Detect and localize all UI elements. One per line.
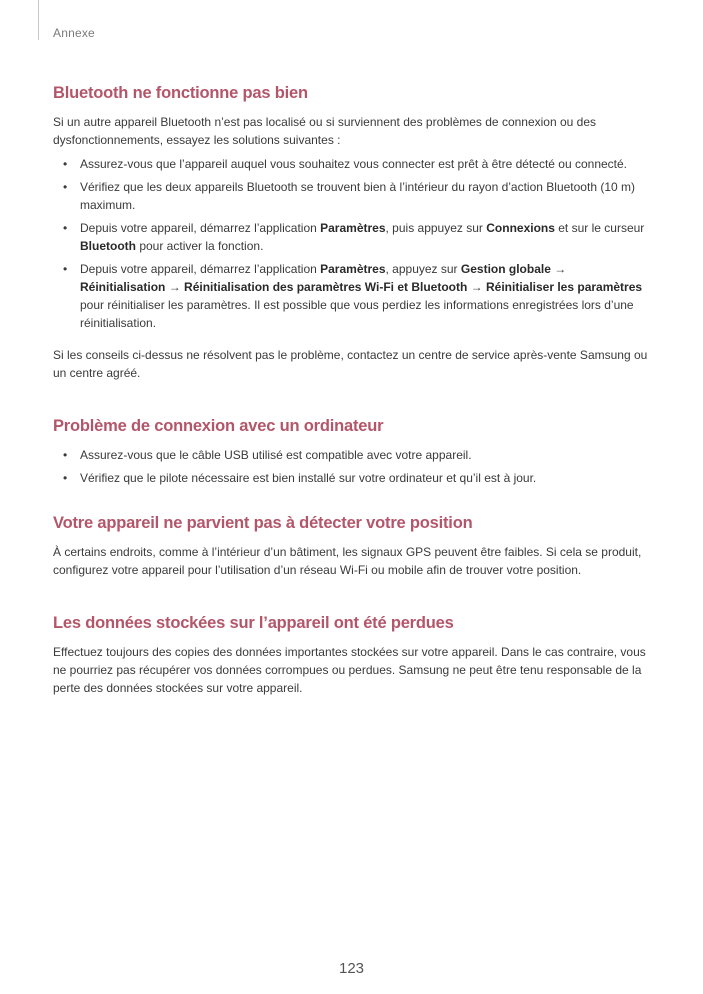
list-item-text: Assurez-vous que le câble USB utilisé est compatible avec votre appareil. — [80, 448, 472, 462]
header-divider — [38, 0, 39, 40]
list-item — [53, 446, 651, 464]
list-item-text: , puis appuyez sur — [385, 221, 487, 235]
bullet-marker: • — [63, 221, 68, 235]
section-body: À certains endroits, comme à l’intérieur d’un bâtiment, les signaux GPS peuvent être faibles. Si cela se produit, configurez votre appareil pour l’utilisation d’un réseau Wi-Fi ou mobile afin de trouver votre position. — [53, 545, 642, 577]
menu-term-bluetooth: Bluetooth — [80, 239, 136, 253]
section-location — [53, 512, 651, 579]
menu-term-reinit-wifi-bluetooth: Réinitialisation des paramètres Wi-Fi et Bluetooth — [184, 280, 468, 294]
section-title: Bluetooth ne fonctionne pas bien — [53, 84, 308, 102]
menu-term-connexions: Connexions — [486, 221, 555, 235]
section-title: Votre appareil ne parvient pas à détecter votre position — [53, 514, 473, 532]
menu-term-parametres: Paramètres — [320, 221, 386, 235]
bullet-marker: • — [63, 471, 68, 485]
list-item-text: Depuis votre appareil, démarrez l’application — [80, 262, 321, 276]
list-item-text: et sur le curseur — [554, 221, 645, 235]
list-item-text: , appuyez sur — [385, 262, 461, 276]
menu-term-reinitialisation: Réinitialisation — [80, 280, 166, 294]
bullet-list — [53, 446, 651, 487]
section-body: Effectuez toujours des copies des données importantes stockées sur votre appareil. Dans le cas contraire, vous ne pourriez pas récupérer vos données corrompues ou perdues. Samsung ne peut être tenu responsable de la perte des données stockées sur votre appareil. — [53, 645, 646, 695]
section-intro: Si un autre appareil Bluetooth n’est pas localisé ou si surviennent des problèmes de connexion ou des dysfonctionnements, essayez les solutions suivantes : — [53, 115, 597, 147]
list-item-text: Assurez-vous que l’appareil auquel vous souhaitez vous connecter est prêt à être détecté ou connecté. — [80, 157, 628, 171]
menu-term-reinitialiser-parametres: Réinitialiser les paramètres — [485, 280, 643, 294]
list-item — [53, 155, 651, 173]
list-item — [53, 469, 651, 487]
section-title: Problème de connexion avec un ordinateur — [53, 417, 384, 435]
section-title: Les données stockées sur l’appareil ont été perdues — [53, 614, 454, 632]
list-item-text: pour activer la fonction. — [136, 239, 264, 253]
bullet-marker: • — [63, 157, 68, 171]
content-area — [53, 82, 651, 697]
arrow-separator: → — [467, 280, 486, 294]
list-item — [53, 219, 651, 255]
list-item — [53, 260, 651, 332]
bullet-marker: • — [63, 180, 68, 194]
bullet-marker: • — [63, 448, 68, 462]
header-section-label: Annexe — [53, 26, 95, 40]
section-bluetooth — [53, 82, 651, 382]
list-item-text: Vérifiez que le pilote nécessaire est bien installé sur votre ordinateur et qu’il est à jour. — [80, 471, 537, 485]
page-number: 123 — [338, 960, 365, 977]
arrow-separator: → — [550, 262, 567, 276]
section-computer-connection — [53, 415, 651, 487]
list-item — [53, 178, 651, 214]
arrow-separator: → — [165, 280, 185, 294]
list-item-text: Vérifiez que les deux appareils Bluetooth se trouvent bien à l’intérieur du rayon d’action Bluetooth (10 m) maximum. — [80, 180, 635, 212]
bullet-marker: • — [63, 262, 68, 276]
bullet-list — [53, 155, 651, 332]
list-item-text: Depuis votre appareil, démarrez l’application — [80, 221, 321, 235]
section-lost-data — [53, 612, 651, 697]
menu-term-parametres: Paramètres — [320, 262, 386, 276]
menu-term-gestion-globale: Gestion globale — [460, 262, 551, 276]
list-item-text: pour réinitialiser les paramètres. Il est possible que vous perdiez les informations enregistrées lors d’une réinitialisation. — [80, 298, 634, 330]
section-outro: Si les conseils ci-dessus ne résolvent pas le problème, contactez un centre de service après-vente Samsung ou un centre agréé. — [53, 348, 648, 380]
